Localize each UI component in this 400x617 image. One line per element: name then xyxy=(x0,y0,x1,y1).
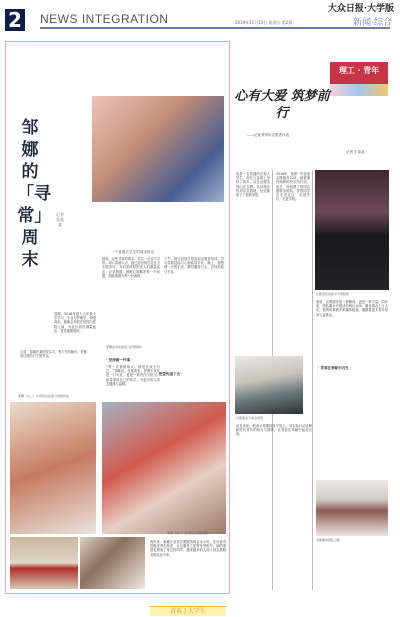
right-feature-byline: 记者 王某某 xyxy=(346,150,365,154)
body-text-a: 她说，这些寻常的周末，其实一点也不寻常。周六清晨六点，她已经出现在社区卫生服务站，为前来体检的老人们测量血压、记录数据。她耐心地解答每一个问题，细致地填写每一份表格。 xyxy=(102,257,160,278)
photo-group xyxy=(316,480,388,536)
photo-caption: 邹娜在实验室练习护理操作 xyxy=(106,345,143,349)
portrait-caption: 志愿者在讲座中分享经验 xyxy=(316,292,350,296)
column-badge: 理工 · 青年 xyxy=(330,62,388,96)
sub-head-2: · 把爱传递下去 · xyxy=(156,372,183,376)
caption-bottom: 邹娜（右一）在社区为居民服务 xyxy=(166,531,209,535)
feature-title: 邹娜的「寻常」周末 xyxy=(17,118,51,270)
right-body-c: 他说，志愿服务是一种精神，更是一种力量。四年来，团队累计开展活动两百余场，服务群众上万人次。他的故事被多家媒体报道，激励着更多青年投身公益事业。 xyxy=(316,300,388,317)
photo-first-aid xyxy=(10,402,96,534)
photo-student-treating xyxy=(92,96,224,202)
badge-strip xyxy=(330,84,388,96)
right-sub-head: · 青春在奉献中闪光 · xyxy=(318,366,352,370)
stamp-banner: 青春 | 大学生 xyxy=(150,606,226,616)
photo-lecture xyxy=(235,356,303,414)
date-line: 2019年11月15日 星期五 第2版 xyxy=(235,20,293,25)
body-text-d: 两年来，她累计参加志愿服务四百余小时，先后获得校级优秀志愿者、社区服务之星等荣誉称号。她的事迹也感染了身边的同学，越来越多的人加入到志愿服务的队伍中来。 xyxy=(150,540,226,557)
right-body-d: 谈及未来，他表示将继续坚守初心，用实际行动诠释新时代青年的担当与情怀，让青春在奉献中绽放光彩。 xyxy=(236,424,312,437)
lede-text: 邹娜，2018年进入山东某大学学习，专业为护理学。每逢周末，她都会奔波在校园与医院之间，为社区居民测量血压、普及健康知识。 xyxy=(54,312,96,333)
right-feature-subtitle: ——记优秀青年志愿者代表 xyxy=(247,133,289,137)
left-feature-panel xyxy=(5,41,230,615)
body-text-c: “每一次帮助别人，都是在成长自己。”邹娜说。在她看来，护理不仅仅是一门专业，更是一种责任与担当。她希望用自己的所学，为更多的人带去健康与温暖。 xyxy=(106,365,160,386)
side-note: 目前，邹娜在某医院实习，每天早出晚归，但她说这样的日子很充实。 xyxy=(20,350,87,359)
photo-corridor xyxy=(10,537,78,589)
photo-portrait xyxy=(315,170,389,290)
photo-practice xyxy=(102,402,226,534)
quote-subtitle: 一个普通大学生的周末时光 xyxy=(111,250,155,254)
right-body-a: 他是一名普通的在校大学生，却在公益路上坚持了四年。从社区服务到山区支教，从环保宣传到应急救援，处处都留下了他的身影。 xyxy=(236,172,270,198)
photo-children xyxy=(80,537,145,589)
right-feature-title: 心有大爱 筑梦前行 xyxy=(234,89,330,121)
section-title: NEWS INTEGRATION xyxy=(40,12,169,26)
group-caption: 志愿服务团队合影 xyxy=(316,538,341,542)
section-number: 2 xyxy=(5,9,25,31)
right-body-b: 2016年，他第一次参加志愿服务活动，就被那份纯粹的快乐所打动。此后，他组建了校园志愿服务团队，带领同学们走进社区、走进乡村、走进学校。 xyxy=(276,172,310,202)
column-divider xyxy=(312,170,313,590)
section-label: 新闻·综合 xyxy=(353,18,392,28)
caption-left: 邹娜（左二）与同学们在练习急救技能 xyxy=(18,394,70,398)
lecture-caption: 志愿服务分享会现场 xyxy=(236,416,264,420)
paper-name: 大众日报·大学版 xyxy=(327,4,394,14)
sub-head-1: · 坚持做一件事 · xyxy=(106,358,133,362)
header-rule xyxy=(40,27,390,29)
feature-byline: 记者 张某某 xyxy=(56,212,64,227)
body-text-b: 下午，她又赶回学校参加志愿者培训，学习急救技能与心理疏导方法。晚上，她整理一天的记录，撰写服务日志，总结经验与不足。 xyxy=(164,257,224,274)
